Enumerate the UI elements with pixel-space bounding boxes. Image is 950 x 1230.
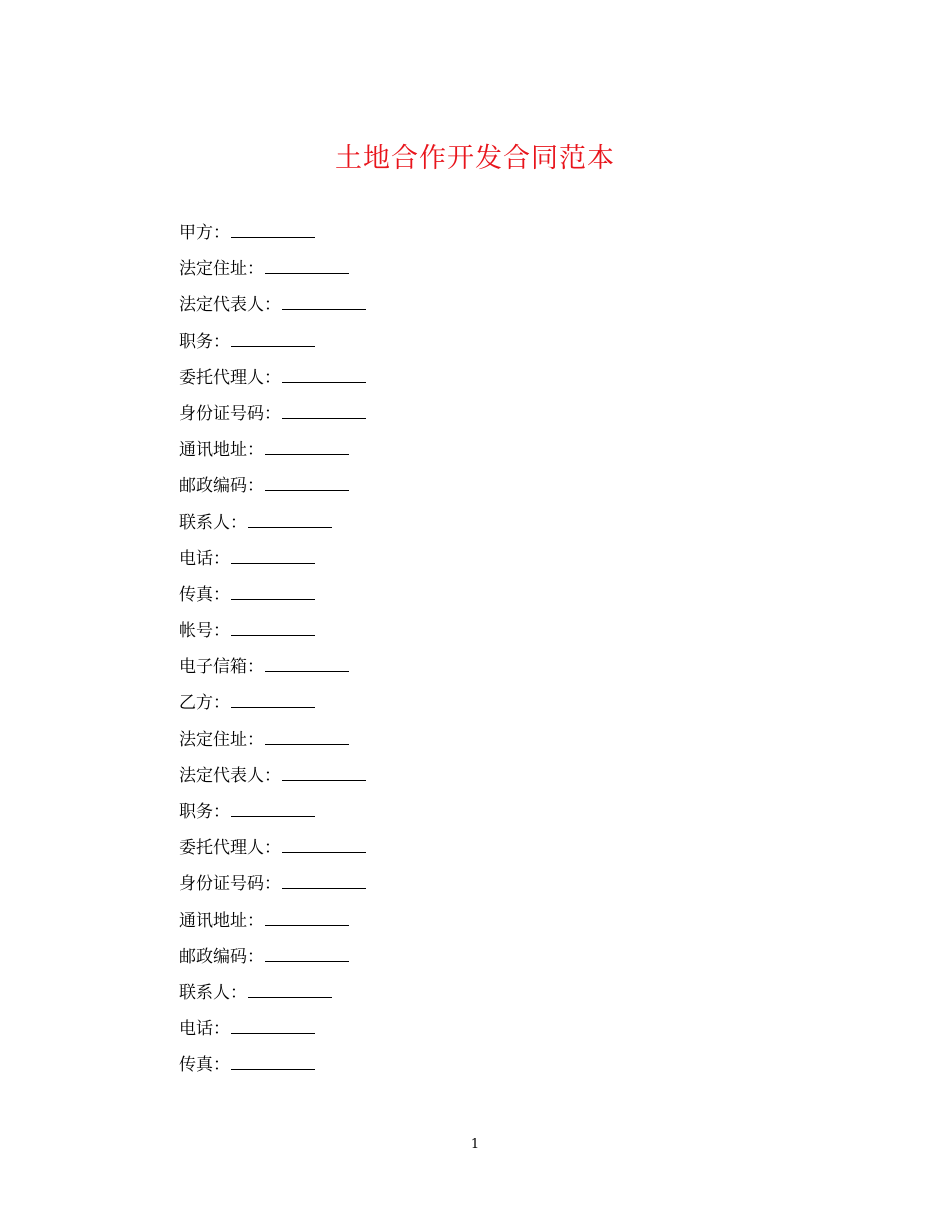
field-line xyxy=(179,945,779,981)
fill-in-blank[interactable] xyxy=(231,547,315,564)
field-label: 联系人： xyxy=(179,512,247,533)
fill-in-blank[interactable] xyxy=(282,402,366,419)
fill-in-blank[interactable] xyxy=(231,1017,315,1034)
fill-in-blank[interactable] xyxy=(231,583,315,600)
field-line xyxy=(179,728,779,764)
fill-in-blank[interactable] xyxy=(248,511,332,528)
fill-in-blank[interactable] xyxy=(231,1053,315,1070)
field-line xyxy=(179,764,779,800)
fill-in-blank[interactable] xyxy=(282,836,366,853)
field-label: 联系人： xyxy=(179,982,247,1003)
field-label: 传真： xyxy=(179,1055,230,1076)
field-line xyxy=(179,221,779,257)
fill-in-blank[interactable] xyxy=(265,945,349,962)
field-label: 职务： xyxy=(179,331,230,352)
field-line xyxy=(179,691,779,727)
field-label: 电子信箱： xyxy=(179,657,264,678)
fill-in-blank[interactable] xyxy=(282,764,366,781)
field-line xyxy=(179,511,779,547)
document-title: 土地合作开发合同范本 xyxy=(335,143,615,174)
fill-in-blank[interactable] xyxy=(265,909,349,926)
field-label: 法定住址： xyxy=(179,729,264,750)
field-label: 通讯地址： xyxy=(179,440,264,461)
field-line xyxy=(179,1017,779,1053)
field-line xyxy=(179,909,779,945)
field-label: 法定住址： xyxy=(179,259,264,280)
fill-in-blank[interactable] xyxy=(231,800,315,817)
page-number: 1 xyxy=(470,1137,480,1152)
fill-in-blank[interactable] xyxy=(282,366,366,383)
fill-in-blank[interactable] xyxy=(265,257,349,274)
field-label: 电话： xyxy=(179,1019,230,1040)
field-label: 委托代理人： xyxy=(179,367,281,388)
fill-in-blank[interactable] xyxy=(282,872,366,889)
field-line xyxy=(179,1053,779,1089)
field-label: 法定代表人： xyxy=(179,295,281,316)
field-line xyxy=(179,800,779,836)
field-label: 电话： xyxy=(179,548,230,569)
field-line xyxy=(179,293,779,329)
field-label: 身份证号码： xyxy=(179,874,281,895)
field-line xyxy=(179,836,779,872)
fill-in-blank[interactable] xyxy=(265,728,349,745)
fill-in-blank[interactable] xyxy=(231,619,315,636)
fill-in-blank[interactable] xyxy=(282,293,366,310)
field-label: 委托代理人： xyxy=(179,838,281,859)
fill-in-blank[interactable] xyxy=(231,691,315,708)
fill-in-blank[interactable] xyxy=(231,330,315,347)
field-label: 邮政编码： xyxy=(179,946,264,967)
field-line xyxy=(179,872,779,908)
fill-in-blank[interactable] xyxy=(231,221,315,238)
field-label: 职务： xyxy=(179,802,230,822)
field-line xyxy=(179,402,779,438)
field-label: 身份证号码： xyxy=(179,403,281,424)
field-line xyxy=(179,655,779,691)
fill-in-blank[interactable] xyxy=(248,981,332,998)
field-line xyxy=(179,257,779,293)
field-line xyxy=(179,619,779,655)
field-label: 帐号： xyxy=(179,621,230,642)
field-label: 通讯地址： xyxy=(179,910,264,931)
field-line xyxy=(179,474,779,510)
field-label: 法定代表人： xyxy=(179,765,281,786)
party-info-fields xyxy=(179,221,779,1090)
field-line xyxy=(179,438,779,474)
field-label: 邮政编码： xyxy=(179,476,264,497)
field-label: 乙方： xyxy=(179,693,230,714)
field-line xyxy=(179,981,779,1017)
fill-in-blank[interactable] xyxy=(265,438,349,455)
field-line xyxy=(179,366,779,402)
field-line xyxy=(179,583,779,619)
field-label: 传真： xyxy=(179,584,230,605)
fill-in-blank[interactable] xyxy=(265,474,349,491)
field-line xyxy=(179,547,779,583)
field-line xyxy=(179,330,779,366)
fill-in-blank[interactable] xyxy=(265,655,349,672)
field-label: 甲方： xyxy=(179,223,230,243)
